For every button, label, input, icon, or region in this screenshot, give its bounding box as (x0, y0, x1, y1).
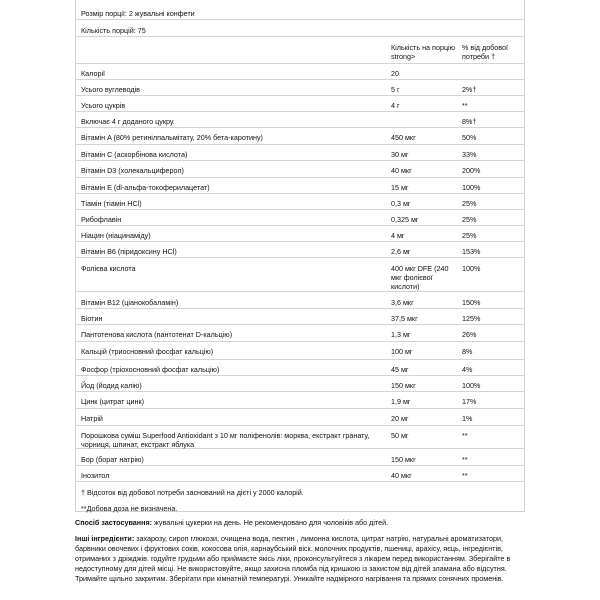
row-divider (76, 79, 524, 80)
nutrient-name: Фолієва кислота (81, 264, 136, 273)
nutrient-daily-value: 1% (462, 414, 473, 423)
usage-text: жувальні цукерки на день. Не рекомендовано для чоловіків або дітей. (152, 518, 389, 527)
nutrient-amount: 45 мг (391, 365, 409, 374)
nutrient-name: Порошкова суміш Superfood Antioxidant з 10 мг поліфенолів: морква, екстракт гранату, чорниця, шпинат, екстракт яблука (81, 431, 370, 449)
row-divider (76, 291, 524, 292)
row-divider (76, 324, 524, 325)
row-divider (76, 209, 524, 210)
nutrient-amount: 450 мкг (391, 133, 416, 142)
nutrient-daily-value: 150% (462, 298, 481, 307)
nutrient-name: Вітамін B12 (ціанокобаламін) (81, 298, 179, 307)
nutrient-name: Вітамін D3 (холекальциферол) (81, 166, 184, 175)
nutrient-name: Бор (борат натрію) (81, 455, 144, 464)
nutrient-daily-value: 26% (462, 330, 477, 339)
nutrient-daily-value: ** (462, 431, 468, 440)
row-divider (76, 408, 524, 409)
usage-paragraph (75, 518, 527, 528)
divider (76, 19, 524, 20)
nutrient-daily-value: 17% (462, 397, 477, 406)
nutrient-daily-value: 25% (462, 199, 477, 208)
nutrient-name: Усього цукрів (81, 101, 126, 110)
nutrient-daily-value: ** (462, 101, 468, 110)
row-divider (76, 481, 524, 482)
nutrient-daily-value: 100% (462, 183, 481, 192)
row-divider (76, 341, 524, 342)
nutrient-daily-value: 33% (462, 150, 477, 159)
nutrient-amount: 150 мкг (391, 455, 416, 464)
row-divider (76, 308, 524, 309)
nutrient-amount: 3,6 мкг (391, 298, 414, 307)
nutrient-amount: 2,6 мг (391, 247, 411, 256)
nutrient-daily-value: 153% (462, 247, 481, 256)
nutrient-amount: 400 мкг DFE (240 мкг фолієвої кислоти) (391, 264, 449, 291)
nutrient-name: Пантотенова кислота (пантотенат D-кальцію) (81, 330, 233, 339)
nutrient-name: Рибофлавін (81, 215, 122, 224)
nutrient-name: Включає 4 г доданого цукру. (81, 117, 175, 126)
usage-label: Спосіб застосування: (75, 518, 153, 527)
nutrient-name: Вітамін E (dl-альфа-токоферилацетат) (81, 183, 210, 192)
row-divider (76, 359, 524, 360)
row-divider (76, 160, 524, 161)
nutrient-name: Ніацин (ніацинаміду) (81, 231, 151, 240)
nutrient-name: Натрій (81, 414, 103, 423)
nutrient-name: Інозитол (81, 471, 110, 480)
nutrient-daily-value: 2%† (462, 85, 477, 94)
divider (76, 36, 524, 37)
nutrient-amount: 4 г (391, 101, 400, 110)
row-divider (76, 425, 524, 426)
nutrient-daily-value: 25% (462, 231, 477, 240)
nutrient-name: Вітамін C (аскорбінова кислота) (81, 150, 188, 159)
serving-size: Розмір порції: 2 жувальні конфети (81, 9, 195, 18)
row-divider (76, 391, 524, 392)
row-divider (76, 127, 524, 128)
nutrient-amount: 40 мкг (391, 166, 412, 175)
nutrient-name: Усього вуглеводів (81, 85, 140, 94)
nutrient-daily-value: 100% (462, 264, 481, 273)
nutrient-amount: 30 мг (391, 150, 409, 159)
nutrient-amount: 50 мг (391, 431, 409, 440)
nutrient-daily-value: 200% (462, 166, 481, 175)
row-divider (76, 241, 524, 242)
other-ingredients-paragraph (75, 534, 527, 584)
servings-per-container: Кількість порцій: 75 (81, 26, 146, 35)
row-divider (76, 144, 524, 145)
nutrient-daily-value: 8% (462, 347, 473, 356)
nutrient-amount: 40 мкг (391, 471, 412, 480)
nutrient-name: Біотин (81, 314, 103, 323)
nutrient-name: Фосфор (тріохосновний фосфат кальцію) (81, 365, 220, 374)
nutrient-amount: 0,3 мг (391, 199, 411, 208)
nutrient-amount: 4 мг (391, 231, 405, 240)
other-ingredients-label: Інші інгредієнти: (75, 534, 135, 543)
nutrient-daily-value: 100% (462, 381, 481, 390)
nutrient-amount: 150 мкг (391, 381, 416, 390)
nutrient-amount: 100 мг (391, 347, 413, 356)
nutrient-name: Йод (йодид калію) (81, 381, 142, 390)
other-ingredients-text: захарозу, сироп глюкози, очищена вода, пектин , лимонна кислота, цитрат натрію, натуральні ароматизатори, барвники овочевих і фруктових соків, кокосова олія, карнаубський віск. молочних продуктів, пшениці, арахісу, яєць, інгредієнтів, отриманих з дріжджів. годуйте грудьми або приймаєте якісь ліки, проконсультуйтеся з лікарем перед використанням. Зберігайте в недоступному для дітей місці. Не використовуйте, якщо захисна пломба під кришкою із захистом від дітей зламана або відсутня. Тримайте щільно закритим. Зберігати при кімнатній температурі. Уникайте надмірного нагрівання та прямих сонячних променів. (75, 534, 511, 583)
nutrient-daily-value: ** (462, 471, 468, 480)
nutrient-daily-value: 25% (462, 215, 477, 224)
nutrient-daily-value: ** (462, 455, 468, 464)
daily-value-header: % від добової потреби † (462, 43, 509, 61)
nutrient-daily-value: 8%† (462, 117, 477, 126)
nutrient-amount: 1,3 мг (391, 330, 411, 339)
nutrient-daily-value: 4% (462, 365, 473, 374)
row-divider (76, 257, 524, 258)
nutrient-amount: 0,325 мг (391, 215, 419, 224)
nutrient-name: Калорії (81, 69, 106, 78)
amount-header: Кількість на порцію strong> (391, 43, 456, 61)
nutrient-name: Цинк (цитрат цинк) (81, 397, 145, 406)
nutrient-name: Вітамін B6 (піридоксину HCl) (81, 247, 177, 256)
nutrient-amount: 20 мг (391, 414, 409, 423)
nutrient-name: Тіамін (тіамін HCl) (81, 199, 142, 208)
nutrient-amount: 1,9 мг (391, 397, 411, 406)
row-divider (76, 225, 524, 226)
row-divider (76, 193, 524, 194)
nutrient-amount: 37,5 мкг (391, 314, 418, 323)
row-divider (76, 63, 524, 64)
nutrient-amount: 5 г (391, 85, 400, 94)
row-divider (76, 111, 524, 112)
row-divider (76, 465, 524, 466)
nutrient-daily-value: 125% (462, 314, 481, 323)
row-divider (76, 177, 524, 178)
nutrient-daily-value: 50% (462, 133, 477, 142)
row-divider (76, 95, 524, 96)
nutrient-amount: 20 (391, 69, 399, 78)
footnote-daily-value: † Відсоток від добової потреби заснований на дієті у 2000 калорій. (81, 488, 304, 497)
footnote-undetermined: **Добова доза не визначена. (81, 504, 178, 513)
nutrient-name: Кальцій (триосновний фосфат кальцію) (81, 347, 214, 356)
supplement-facts-table (75, 0, 525, 512)
nutrient-amount: 15 мг (391, 183, 409, 192)
row-divider (76, 375, 524, 376)
nutrient-name: Вітамін A (80% ретинілпальмітату, 20% бета-каротину) (81, 133, 263, 142)
